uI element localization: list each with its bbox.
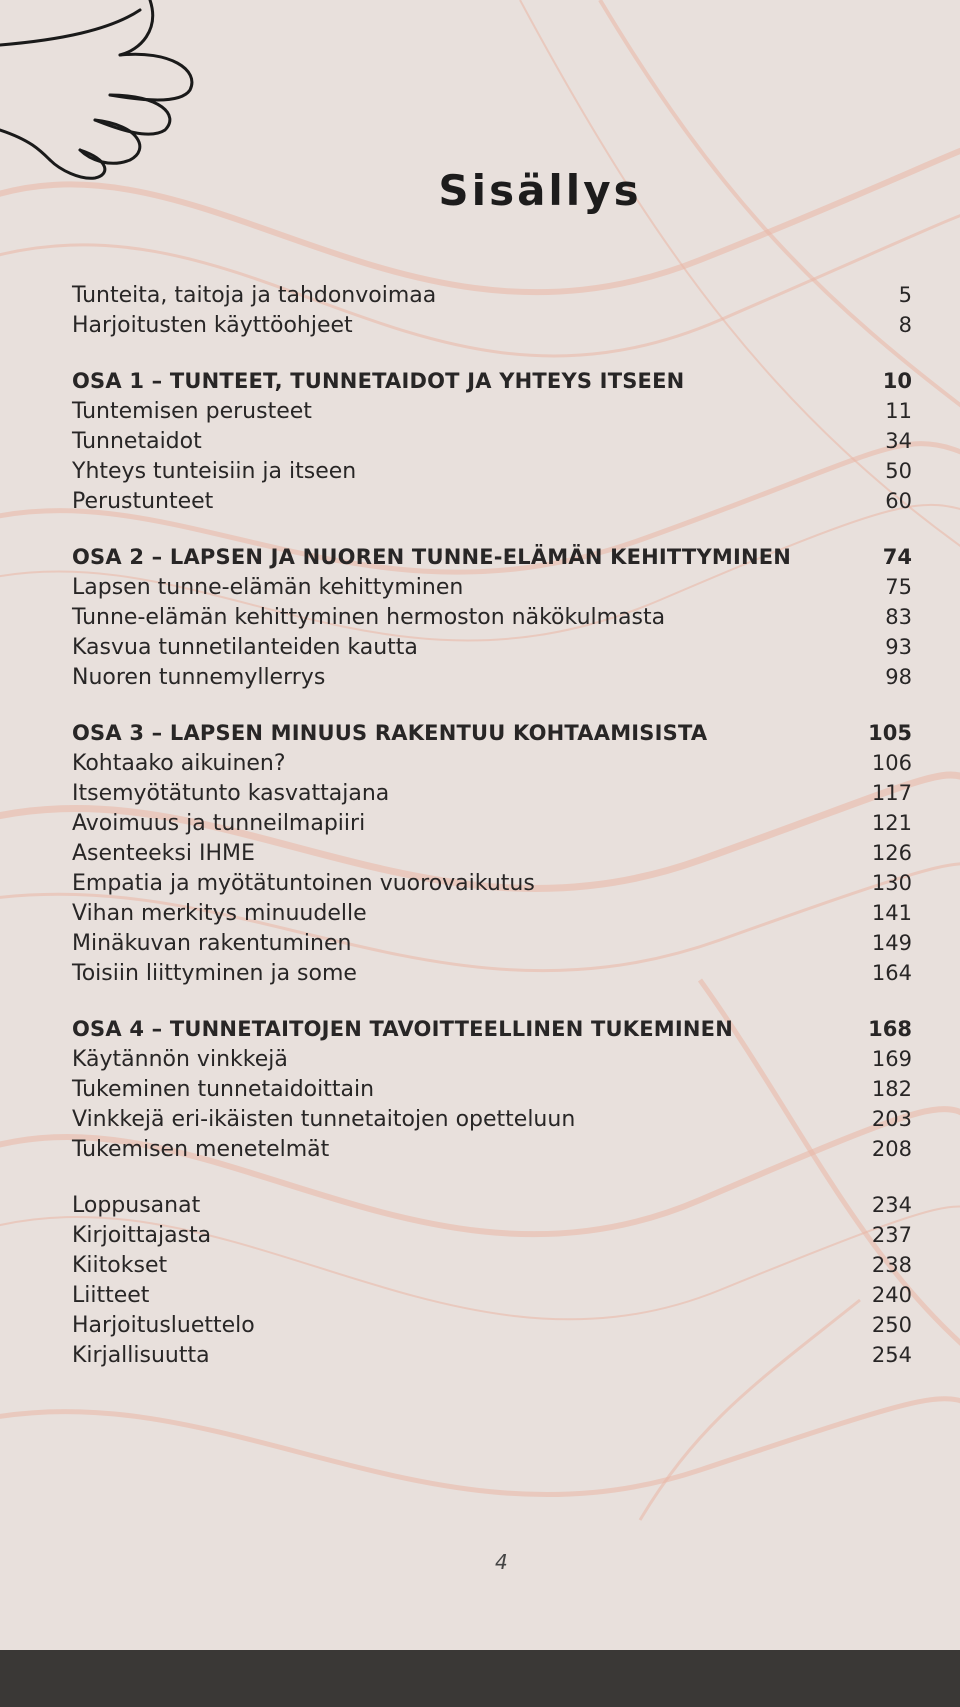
toc-entry [72, 1074, 912, 1104]
toc-entry [72, 928, 912, 958]
entry-title: Perustunteet [72, 488, 214, 514]
part-4-group [72, 1014, 912, 1164]
toc-entry [72, 868, 912, 898]
entry-title: Harjoitusluettelo [72, 1312, 255, 1338]
entry-page: 83 [885, 605, 912, 629]
entry-page: 208 [871, 1137, 912, 1161]
toc-entry [72, 1340, 912, 1370]
toc-entry [72, 486, 912, 516]
part-heading [72, 718, 912, 748]
entry-title: Tunne-elämän kehittyminen hermoston näkökulmasta [72, 604, 666, 630]
toc-entry [72, 1280, 912, 1310]
outro-group [72, 1190, 912, 1370]
entry-page: 126 [871, 841, 912, 865]
entry-title: Vinkkejä eri-ikäisten tunnetaitojen opetteluun [72, 1106, 576, 1132]
toc-entry [72, 748, 912, 778]
toc-entry [72, 280, 912, 310]
entry-title: Nuoren tunnemyllerrys [72, 664, 326, 690]
part-title: OSA 2 – LAPSEN JA NUOREN TUNNE-ELÄMÄN KEHITTYMINEN [72, 545, 792, 569]
toc-entry [72, 778, 912, 808]
entry-title: Kiitokset [72, 1252, 168, 1278]
entry-page: 238 [871, 1253, 912, 1277]
table-of-contents [72, 280, 912, 1396]
part-heading [72, 1014, 912, 1044]
toc-entry [72, 1310, 912, 1340]
entry-title: Tuntemisen perusteet [72, 398, 312, 424]
entry-page: 75 [885, 575, 912, 599]
page-number: 4 [495, 1550, 508, 1574]
entry-title: Tukemisen menetelmät [72, 1136, 330, 1162]
entry-page: 5 [898, 283, 912, 307]
entry-page: 164 [871, 961, 912, 985]
toc-entry [72, 602, 912, 632]
entry-title: Tunnetaidot [72, 428, 202, 454]
toc-entry [72, 898, 912, 928]
entry-page: 121 [871, 811, 912, 835]
entry-page: 169 [871, 1047, 912, 1071]
intro-group [72, 280, 912, 340]
entry-page: 11 [885, 399, 912, 423]
entry-page: 130 [871, 871, 912, 895]
toc-entry [72, 310, 912, 340]
entry-title: Minäkuvan rakentuminen [72, 930, 352, 956]
entry-page: 98 [885, 665, 912, 689]
entry-title: Avoimuus ja tunneilmapiiri [72, 810, 366, 836]
entry-page: 250 [871, 1313, 912, 1337]
part-3-group [72, 718, 912, 988]
toc-entry [72, 456, 912, 486]
entry-title: Vihan merkitys minuudelle [72, 900, 367, 926]
toc-entry [72, 662, 912, 692]
toc-entry [72, 1134, 912, 1164]
toc-entry [72, 572, 912, 602]
entry-page: 149 [871, 931, 912, 955]
entry-title: Kohtaako aikuinen? [72, 750, 286, 776]
part-title: OSA 3 – LAPSEN MINUUS RAKENTUU KOHTAAMISISTA [72, 721, 708, 745]
entry-title: Tunteita, taitoja ja tahdonvoimaa [72, 282, 437, 308]
entry-title: Käytännön vinkkejä [72, 1046, 288, 1072]
part-title: OSA 1 – TUNTEET, TUNNETAIDOT JA YHTEYS ITSEEN [72, 369, 685, 393]
entry-title: Tukeminen tunnetaidoittain [72, 1076, 375, 1102]
entry-title: Kasvua tunnetilanteiden kautta [72, 634, 418, 660]
entry-title: Lapsen tunne-elämän kehittyminen [72, 574, 464, 600]
entry-page: 234 [871, 1193, 912, 1217]
toc-entry [72, 838, 912, 868]
part-heading [72, 366, 912, 396]
entry-page: 254 [871, 1343, 912, 1367]
entry-title: Liitteet [72, 1282, 150, 1308]
entry-page: 106 [871, 751, 912, 775]
toc-entry [72, 1190, 912, 1220]
toc-entry [72, 1220, 912, 1250]
entry-title: Asenteeksi IHME [72, 840, 255, 866]
entry-page: 93 [885, 635, 912, 659]
entry-page: 50 [885, 459, 912, 483]
entry-page: 117 [871, 781, 912, 805]
part-1-group [72, 366, 912, 516]
entry-page: 34 [885, 429, 912, 453]
part-page: 105 [868, 721, 912, 745]
toc-entry [72, 1250, 912, 1280]
part-title: OSA 4 – TUNNETAITOJEN TAVOITTEELLINEN TUKEMINEN [72, 1017, 734, 1041]
entry-title: Harjoitusten käyttöohjeet [72, 312, 353, 338]
entry-page: 240 [871, 1283, 912, 1307]
entry-page: 237 [871, 1223, 912, 1247]
entry-page: 182 [871, 1077, 912, 1101]
toc-entry [72, 1104, 912, 1134]
entry-title: Empatia ja myötätuntoinen vuorovaikutus [72, 870, 535, 896]
hand-drawing [0, 0, 210, 180]
toc-entry [72, 426, 912, 456]
entry-title: Kirjoittajasta [72, 1222, 212, 1248]
entry-title: Toisiin liittyminen ja some [72, 960, 357, 986]
entry-page: 141 [871, 901, 912, 925]
toc-entry [72, 958, 912, 988]
toc-entry [72, 396, 912, 426]
entry-title: Loppusanat [72, 1192, 201, 1218]
entry-page: 8 [898, 313, 912, 337]
part-page: 10 [882, 369, 912, 393]
entry-title: Yhteys tunteisiin ja itseen [72, 458, 357, 484]
entry-page: 60 [885, 489, 912, 513]
entry-title: Itsemyötätunto kasvattajana [72, 780, 390, 806]
toc-entry [72, 632, 912, 662]
part-page: 74 [882, 545, 912, 569]
part-heading [72, 542, 912, 572]
toc-entry [72, 1044, 912, 1074]
entry-page: 203 [871, 1107, 912, 1131]
toc-entry [72, 808, 912, 838]
page-title: Sisällys [438, 166, 642, 215]
entry-title: Kirjallisuutta [72, 1342, 210, 1368]
part-2-group [72, 542, 912, 692]
part-page: 168 [868, 1017, 912, 1041]
